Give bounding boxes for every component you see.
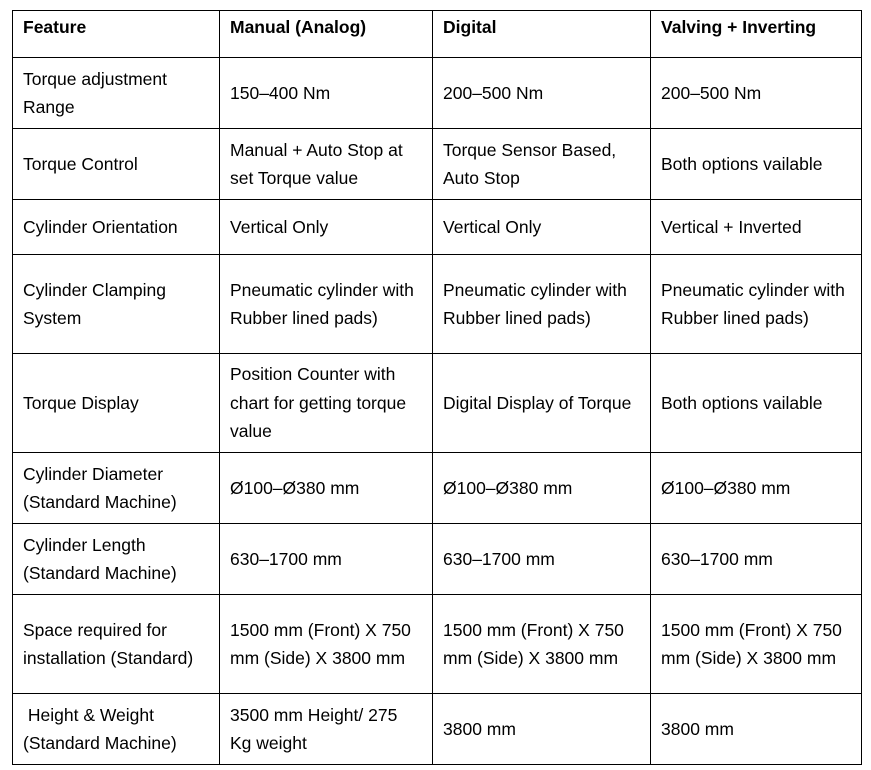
table-row <box>13 129 862 200</box>
table-row <box>13 694 862 765</box>
valving-cell: 630–1700 mm <box>651 524 862 595</box>
manual-cell: 3500 mm Height/ 275 Kg weight <box>220 694 433 765</box>
table-row <box>13 453 862 524</box>
feature-cell: Torque Display <box>13 354 220 453</box>
digital-cell: 630–1700 mm <box>433 524 651 595</box>
manual-cell: 630–1700 mm <box>220 524 433 595</box>
feature-cell: Torque adjustment Range <box>13 58 220 129</box>
manual-cell: Vertical Only <box>220 200 433 255</box>
table-row <box>13 255 862 354</box>
valving-cell: Both options vailable <box>651 129 862 200</box>
valving-cell: 3800 mm <box>651 694 862 765</box>
digital-cell: Digital Display of Torque <box>433 354 651 453</box>
header-feature: Feature <box>13 11 220 58</box>
manual-cell: Ø100–Ø380 mm <box>220 453 433 524</box>
digital-cell: 1500 mm (Front) X 750 mm (Side) X 3800 mm <box>433 595 651 694</box>
feature-cell: Cylinder Orientation <box>13 200 220 255</box>
header-valving-inverting: Valving + Inverting <box>651 11 862 58</box>
manual-cell: Pneumatic cylinder with Rubber lined pads) <box>220 255 433 354</box>
valving-cell: Both options vailable <box>651 354 862 453</box>
manual-cell: Position Counter with chart for getting torque value <box>220 354 433 453</box>
valving-cell: 1500 mm (Front) X 750 mm (Side) X 3800 mm <box>651 595 862 694</box>
header-manual-analog: Manual (Analog) <box>220 11 433 58</box>
manual-cell: 1500 mm (Front) X 750 mm (Side) X 3800 mm <box>220 595 433 694</box>
table-row <box>13 595 862 694</box>
digital-cell: 200–500 Nm <box>433 58 651 129</box>
valving-cell: 200–500 Nm <box>651 58 862 129</box>
table-row <box>13 200 862 255</box>
feature-cell: Space required for installation (Standard) <box>13 595 220 694</box>
header-digital: Digital <box>433 11 651 58</box>
table-header-row <box>13 11 862 58</box>
feature-cell: Cylinder Clamping System <box>13 255 220 354</box>
digital-cell: Torque Sensor Based, Auto Stop <box>433 129 651 200</box>
manual-cell: 150–400 Nm <box>220 58 433 129</box>
feature-cell: Height & Weight (Standard Machine) <box>13 694 220 765</box>
table-row <box>13 58 862 129</box>
feature-cell: Torque Control <box>13 129 220 200</box>
feature-cell: Cylinder Diameter (Standard Machine) <box>13 453 220 524</box>
feature-cell: Cylinder Length (Standard Machine) <box>13 524 220 595</box>
manual-cell: Manual + Auto Stop at set Torque value <box>220 129 433 200</box>
feature-comparison-table <box>12 10 862 765</box>
valving-cell: Ø100–Ø380 mm <box>651 453 862 524</box>
table-row <box>13 524 862 595</box>
table-row <box>13 354 862 453</box>
valving-cell: Vertical + Inverted <box>651 200 862 255</box>
digital-cell: Pneumatic cylinder with Rubber lined pads) <box>433 255 651 354</box>
digital-cell: 3800 mm <box>433 694 651 765</box>
valving-cell: Pneumatic cylinder with Rubber lined pads) <box>651 255 862 354</box>
digital-cell: Ø100–Ø380 mm <box>433 453 651 524</box>
digital-cell: Vertical Only <box>433 200 651 255</box>
